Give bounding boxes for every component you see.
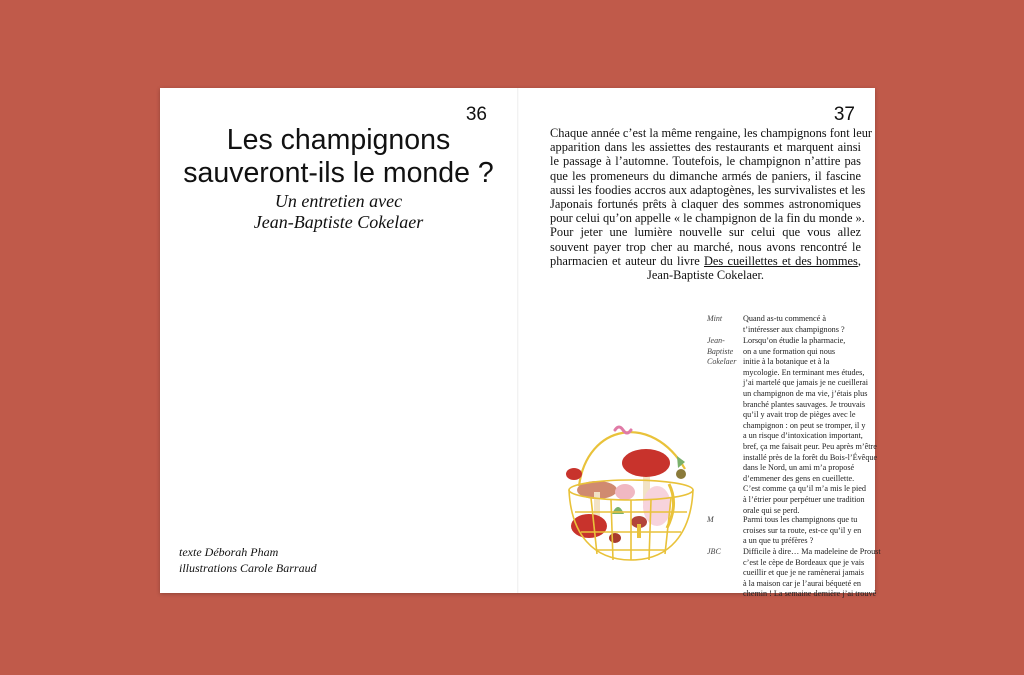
intro-text: pharmacien et auteur du livre — [550, 253, 704, 268]
leaf-icon — [612, 507, 624, 514]
intro-line: Japonais fortunés prêts à claquer des sommes astronomiques — [550, 197, 861, 212]
text-line: Difficile à dire… Ma madeleine de Proust — [743, 547, 881, 556]
page-number-left: 36 — [465, 104, 487, 125]
magazine-spread — [160, 88, 881, 599]
speaker-label — [707, 336, 735, 368]
text-line: d’emmener des gens en cueillette. — [743, 473, 855, 483]
subtitle-line: Jean-Baptiste Cokelaer — [253, 212, 424, 232]
text-line: Parmi tous les champignons que tu — [743, 515, 858, 524]
text-line: j’ai martelé que jamais je ne cueillerai — [743, 378, 869, 388]
intro-line: que les promeneurs du dimanche armés de paniers, il fascine — [550, 168, 861, 183]
text-line: initie à la botanique et à la — [743, 357, 830, 367]
text-line: dans le Nord, un ami m’a proposé — [743, 463, 855, 473]
mushroom-cap-red — [566, 468, 582, 480]
mushroom-stem — [637, 524, 641, 538]
credits — [179, 544, 317, 576]
title-line: Les champignons — [226, 124, 451, 156]
intro-paragraph — [550, 126, 873, 283]
intro-line: Pour jeter une lumière nouvelle sur celui que vous allez — [550, 225, 861, 240]
interview-question — [743, 314, 861, 335]
page-number-right: 37 — [833, 104, 855, 125]
speaker-label: JBC — [707, 547, 721, 556]
intro-line — [550, 254, 861, 268]
text-line: on a une formation qui nous — [743, 346, 836, 356]
intro-line: pour celui qu’on appelle « le champignon de la fin du monde ». — [550, 211, 865, 226]
subtitle-line: Un entretien avec — [274, 191, 403, 211]
intro-line: souvent payer trop cher au marché, nous avons rencontré le — [550, 239, 861, 254]
text-line: croises sur ta route, est-ce qu’il y en — [743, 525, 862, 535]
speaker-label: M — [707, 515, 714, 524]
left-page — [160, 88, 517, 593]
text-line: a un que tu préfères ? — [743, 536, 814, 546]
text-line: un champignon de ma vie, j’étais plus — [743, 388, 868, 398]
interview-answer — [743, 547, 881, 600]
credit-illustrations: illustrations Carole Barraud — [179, 561, 317, 575]
text-line: c’est le cèpe de Bordeaux que je vais — [743, 557, 865, 567]
title-line: sauveront-ils le monde ? — [183, 157, 494, 189]
intro-line: apparition dans les assiettes des restaurants et marquent ainsi — [550, 140, 861, 155]
speaker-label: Mint — [707, 314, 723, 323]
mushroom-basket-illustration — [557, 414, 705, 564]
text-line: chemin ! La semaine dernière j’ai trouvé — [743, 589, 877, 599]
mushroom-cap-pink — [615, 484, 635, 500]
text-line: qu’il y avait trop de pièges avec le — [743, 410, 856, 420]
book-title: Des cueillettes et des hommes — [703, 253, 858, 268]
text-line: mycologie. En terminant mes études, — [743, 367, 865, 377]
speaker-line: Cokelaer — [707, 357, 737, 367]
mushroom-cap-olive — [676, 469, 686, 479]
credit-text: texte Déborah Pham — [179, 545, 279, 559]
mushroom-cap-red — [622, 449, 670, 477]
text-line: Lorsqu’on étudie la pharmacie, — [743, 336, 846, 345]
interview-question — [743, 515, 861, 547]
text-line: Quand as-tu commencé à — [743, 314, 826, 323]
text-line: bref, ça me faisait peur. Peu après m’être — [743, 441, 877, 451]
intro-text: , — [857, 253, 861, 268]
text-line: à la maison car je l’aurai béqueté en — [743, 578, 861, 588]
text-line: installé près de la forêt du Bois-l’Évêque — [743, 452, 878, 462]
text-line: t’intéresser aux champignons ? — [743, 324, 845, 334]
text-line: branché plantes sauvages. Je trouvais — [743, 399, 866, 409]
text-line: cueillir et que je ne ramènerai jamais — [743, 568, 864, 578]
intro-line: le passage à l’automne. Toutefois, le champignon n’attire pas — [550, 154, 861, 169]
intro-line: Jean-Baptiste Cokelaer. — [647, 268, 764, 283]
article-title — [160, 124, 517, 190]
speaker-line: Jean-Baptiste — [707, 336, 734, 356]
intro-line: Chaque année c’est la même rengaine, les champignons font leur — [550, 126, 873, 140]
text-line: orale qui se perd. — [743, 505, 800, 515]
text-line: à l’étrier pour perpétuer une tradition — [743, 494, 865, 504]
interview-answer — [743, 336, 878, 516]
text-line: a un risque d’intoxication important, — [743, 431, 863, 441]
text-line: champignon : on peut se tromper, il y — [743, 420, 866, 430]
text-line: C’est comme ça qu’il m’a mis le pied — [743, 484, 867, 494]
article-subtitle — [160, 191, 517, 233]
intro-line: aussi les foodies accros aux adaptogènes, les survivalistes et les — [550, 182, 866, 197]
mushroom-cap-pink — [643, 486, 671, 526]
worm-icon — [615, 427, 631, 433]
right-page — [519, 88, 881, 599]
mushroom-cap-brown — [609, 533, 621, 543]
